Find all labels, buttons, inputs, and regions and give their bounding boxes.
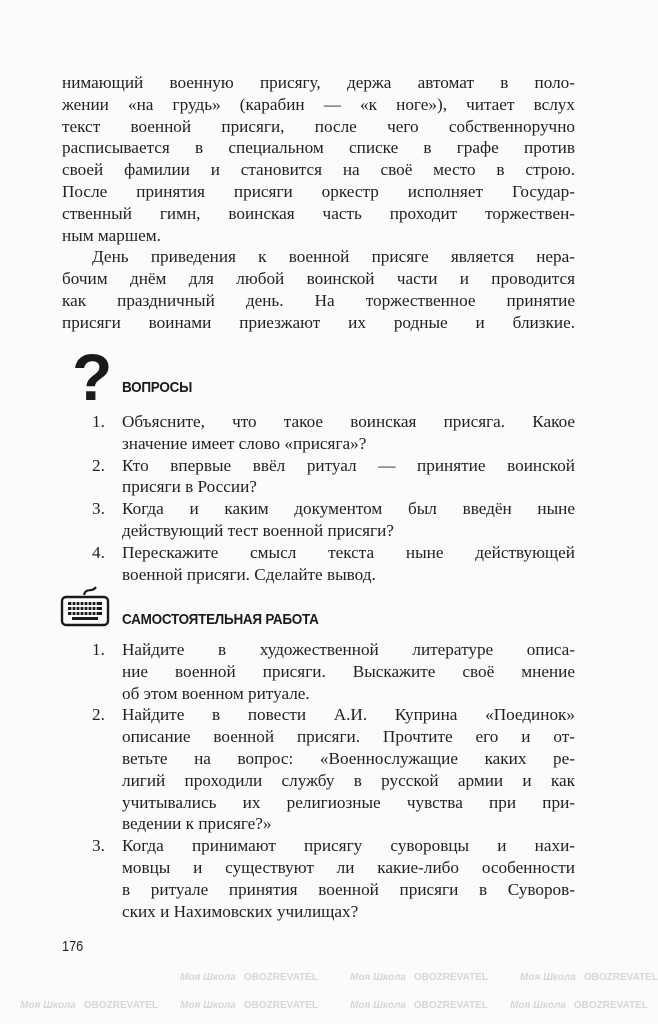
page-number: 176 <box>62 938 84 955</box>
text-line: Когда принимают присягу суворовцы и нахи- <box>122 836 575 856</box>
keyboard-icon <box>60 583 110 634</box>
item-number: 3. <box>92 499 105 519</box>
watermark <box>350 1000 488 1011</box>
list-item <box>62 639 575 704</box>
text-line: Найдите в художественной литературе описа- <box>122 640 575 659</box>
watermark <box>520 972 658 983</box>
watermark <box>510 1000 648 1011</box>
paragraph-1 <box>62 72 575 334</box>
item-number: 1. <box>92 412 105 431</box>
text-line: жении «на грудь» (карабин — «к ноге»), читает вслух <box>62 94 575 114</box>
text-line: мовцы и существуют ли какие-либо особенности <box>122 857 575 877</box>
text-line: военной присяги. Сделайте вывод. <box>122 564 376 584</box>
list-item <box>62 455 575 499</box>
watermark-brand: Моя Школа <box>510 1000 566 1011</box>
text-line: ние военной присяги. Выскажите своё мнение <box>122 661 575 681</box>
watermark-brand: Моя Школа <box>520 972 576 983</box>
text-line: Перескажите смысл текста ныне действующей <box>122 542 575 562</box>
watermark-brand: OBOZREVATEL <box>583 972 658 983</box>
watermark-brand: Моя Школа <box>180 972 236 983</box>
watermark <box>180 972 318 983</box>
question-mark-icon: ? <box>72 340 113 414</box>
self-study-heading: САМОСТОЯТЕЛЬНАЯ РАБОТА <box>122 611 319 628</box>
watermark-brand: OBOZREVATEL <box>243 972 318 983</box>
text-line: в ритуале принятия военной присяги в Суворов- <box>122 879 575 899</box>
text-line: об этом военном ритуале. <box>122 683 310 703</box>
text-line: лигий проходили службу в русской армии и как <box>122 770 575 790</box>
watermark-brand: Моя Школа <box>20 1000 76 1011</box>
item-number: 3. <box>92 836 105 856</box>
list-item <box>62 835 575 922</box>
questions-heading: ВОПРОСЫ <box>122 379 193 396</box>
text-line: бочим днём для любой воинской части и проводится <box>62 269 575 289</box>
watermark-brand: OBOZREVATEL <box>413 1000 488 1011</box>
text-line: значение имеет слово «присяга»? <box>122 433 367 453</box>
watermark-brand: OBOZREVATEL <box>83 1000 158 1011</box>
text-line: День приведения к военной присяге является нера- <box>92 247 575 267</box>
watermark-brand: Моя Школа <box>350 972 406 983</box>
text-line: ведении к присяге?» <box>122 814 272 834</box>
text-line: ственный гимн, воинская часть проходит торжествен- <box>62 203 575 223</box>
watermark-brand: OBOZREVATEL <box>243 1000 318 1011</box>
watermark <box>350 972 488 983</box>
text-line: ских и Нахимовских училищах? <box>122 901 359 921</box>
text-line: Кто впервые ввёл ритуал — принятие воинской <box>122 455 575 475</box>
text-line: После принятия присяги оркестр исполняет Государ- <box>62 181 575 201</box>
questions-list <box>62 411 575 585</box>
item-number: 1. <box>92 640 105 659</box>
text-line: своей фамилии и становится на своё место в строю. <box>62 160 575 180</box>
text-line: текст военной присяги, после чего собственноручно <box>62 116 575 136</box>
item-number: 2. <box>92 455 105 475</box>
list-item <box>62 542 575 586</box>
text-line: учитывались их религиозные чувства при при- <box>122 792 575 812</box>
text-line: присяги в России? <box>122 477 257 497</box>
text-line: нимающий военную присягу, держа автомат в поло- <box>62 73 575 92</box>
text-line: Найдите в повести А.И. Куприна «Поединок» <box>122 705 575 725</box>
text-line: действующий тест военной присяги? <box>122 520 394 540</box>
text-line: описание военной присяги. Прочтите его и от- <box>122 727 575 747</box>
text-line: Объясните, что такое воинская присяга. Какое <box>122 412 575 431</box>
text-line: расписывается в специальном списке в графе против <box>62 138 575 158</box>
item-number: 4. <box>92 542 105 562</box>
watermark-brand: OBOZREVATEL <box>573 1000 648 1011</box>
text-line: ветьте на вопрос: «Военнослужащие каких ре- <box>122 748 575 768</box>
text-line: Когда и каким документом был введён ныне <box>122 499 575 519</box>
text-line: как праздничный день. На торжественное принятие <box>62 290 575 310</box>
watermark <box>20 1000 158 1011</box>
text-line: ным маршем. <box>62 225 161 245</box>
tasks-list <box>62 639 575 922</box>
list-item <box>62 411 575 455</box>
list-item <box>62 498 575 542</box>
item-number: 2. <box>92 705 105 725</box>
watermark <box>180 1000 318 1011</box>
watermark-brand: Моя Школа <box>180 1000 236 1011</box>
list-item <box>62 704 575 835</box>
watermark-brand: Моя Школа <box>350 1000 406 1011</box>
text-line: присяги воинами приезжают их родные и близкие. <box>62 312 575 332</box>
watermark-brand: OBOZREVATEL <box>413 972 488 983</box>
